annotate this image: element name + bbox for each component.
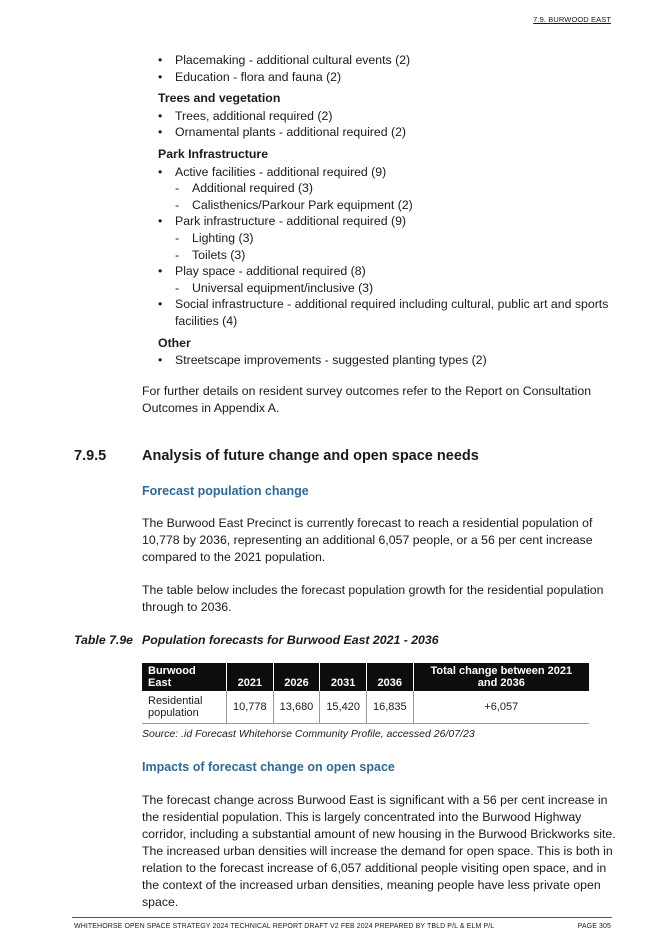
table-cell: 10,778	[227, 691, 274, 724]
table-header-row	[142, 663, 589, 691]
table-number: Table 7.9e	[74, 633, 134, 647]
bullet-icon: •	[158, 214, 163, 229]
table-header-cell: 2021	[227, 663, 274, 691]
table-cell: +6,057	[413, 691, 589, 724]
bullet-icon: •	[158, 264, 163, 279]
table-cell: 16,835	[366, 691, 413, 724]
bullet-icon: •	[158, 53, 163, 67]
list-item: • Play space - additional required (8)	[158, 264, 366, 279]
sub-list-item: - Lighting (3)	[175, 230, 254, 245]
table-source: Source: .id Forecast Whitehorse Community Profile, accessed 26/07/23	[142, 728, 475, 740]
table-cell: 13,680	[273, 691, 320, 724]
forecast-paragraph-1: The Burwood East Precinct is currently forecast to reach a residential population of 10,778 by 2036, representing an additional 6,057 people, or a 56 per cent increase compared to the 2021 population.	[142, 516, 593, 564]
bullet-icon: •	[158, 297, 163, 312]
table-header-cell: 2036	[366, 663, 413, 691]
further-details-paragraph: For further details on resident survey outcomes refer to the Report on Consultation Outcomes in Appendix A.	[142, 384, 592, 415]
section-number: 7.9.5	[74, 448, 107, 464]
bullet-icon: •	[158, 125, 163, 140]
list-item: • Active facilities - additional required (9)	[158, 164, 387, 179]
list-item: • Trees, additional required (2)	[158, 108, 333, 123]
section-title: Analysis of future change and open space needs	[142, 448, 479, 464]
survey-list	[158, 52, 618, 369]
table-header-cell: 2026	[273, 663, 320, 691]
dash-icon: -	[175, 197, 180, 212]
bullet-icon: •	[158, 353, 163, 368]
table-caption: Population forecasts for Burwood East 2021 - 2036	[142, 633, 439, 647]
sub-list-item: - Universal equipment/inclusive (3)	[175, 280, 374, 295]
sub-list-item: - Additional required (3)	[175, 181, 313, 196]
list-item: • Park infrastructure - additional required (9)	[158, 214, 407, 229]
footer-divider	[72, 917, 612, 918]
dash-icon: -	[175, 247, 180, 262]
list-item: • Ornamental plants - additional required (2)	[158, 125, 407, 140]
list-item: • Placemaking - additional cultural events (2)	[158, 53, 411, 67]
list-item: • Education - flora and fauna (2)	[158, 69, 342, 84]
dash-icon: -	[175, 280, 180, 295]
bullet-icon: •	[158, 164, 163, 179]
list-item: • Streetscape improvements - suggested planting types (2)	[158, 353, 487, 368]
forecast-heading: Forecast population change	[142, 484, 309, 498]
table-cell: 15,420	[320, 691, 367, 724]
bullet-icon: •	[158, 69, 163, 84]
other-heading: Other	[158, 335, 191, 350]
table-row	[142, 691, 589, 724]
sub-list-item: - Toilets (3)	[175, 247, 246, 262]
park-heading: Park Infrastructure	[158, 146, 269, 161]
table-header-cell: 2031	[320, 663, 367, 691]
footer-text: WHITEHORSE OPEN SPACE STRATEGY 2024 TECHNICAL REPORT DRAFT V2 FEB 2024 PREPARED BY TBLD P/L & ELM P/L	[74, 923, 495, 930]
bullet-icon: •	[158, 108, 163, 123]
table-header-cell: Burwood East	[142, 663, 227, 691]
dash-icon: -	[175, 230, 180, 245]
section-tag: 7.9. BURWOOD EAST	[533, 15, 611, 24]
page-number: PAGE 305	[577, 923, 611, 930]
table-header-cell: Total change between 2021 and 2036	[413, 663, 589, 691]
impacts-paragraph: The forecast change across Burwood East is significant with a 56 per cent increase in the residential population. This is largely concentrated into the Burwood Highway corridor, including a substantial amount of new housing in the Burwood Brickworks site. The increased urban densities will increase the demand for open space. This is both in relation to the forecast increase of 6,057 additional people visiting open space, and in the context of the increased urban densities, meaning people have less private open space.	[142, 793, 616, 909]
sub-list-item: - Calisthenics/Parkour Park equipment (2)	[175, 197, 413, 212]
table-cell: Residential population	[142, 691, 227, 724]
population-table	[142, 663, 589, 724]
list-item: • Social infrastructure - additional required including cultural, public art and sports facilities (4)	[158, 297, 609, 328]
dash-icon: -	[175, 181, 180, 196]
trees-heading: Trees and vegetation	[158, 91, 281, 106]
impacts-heading: Impacts of forecast change on open space	[142, 760, 395, 774]
forecast-paragraph-2: The table below includes the forecast population growth for the residential population through to 2036.	[142, 583, 604, 614]
